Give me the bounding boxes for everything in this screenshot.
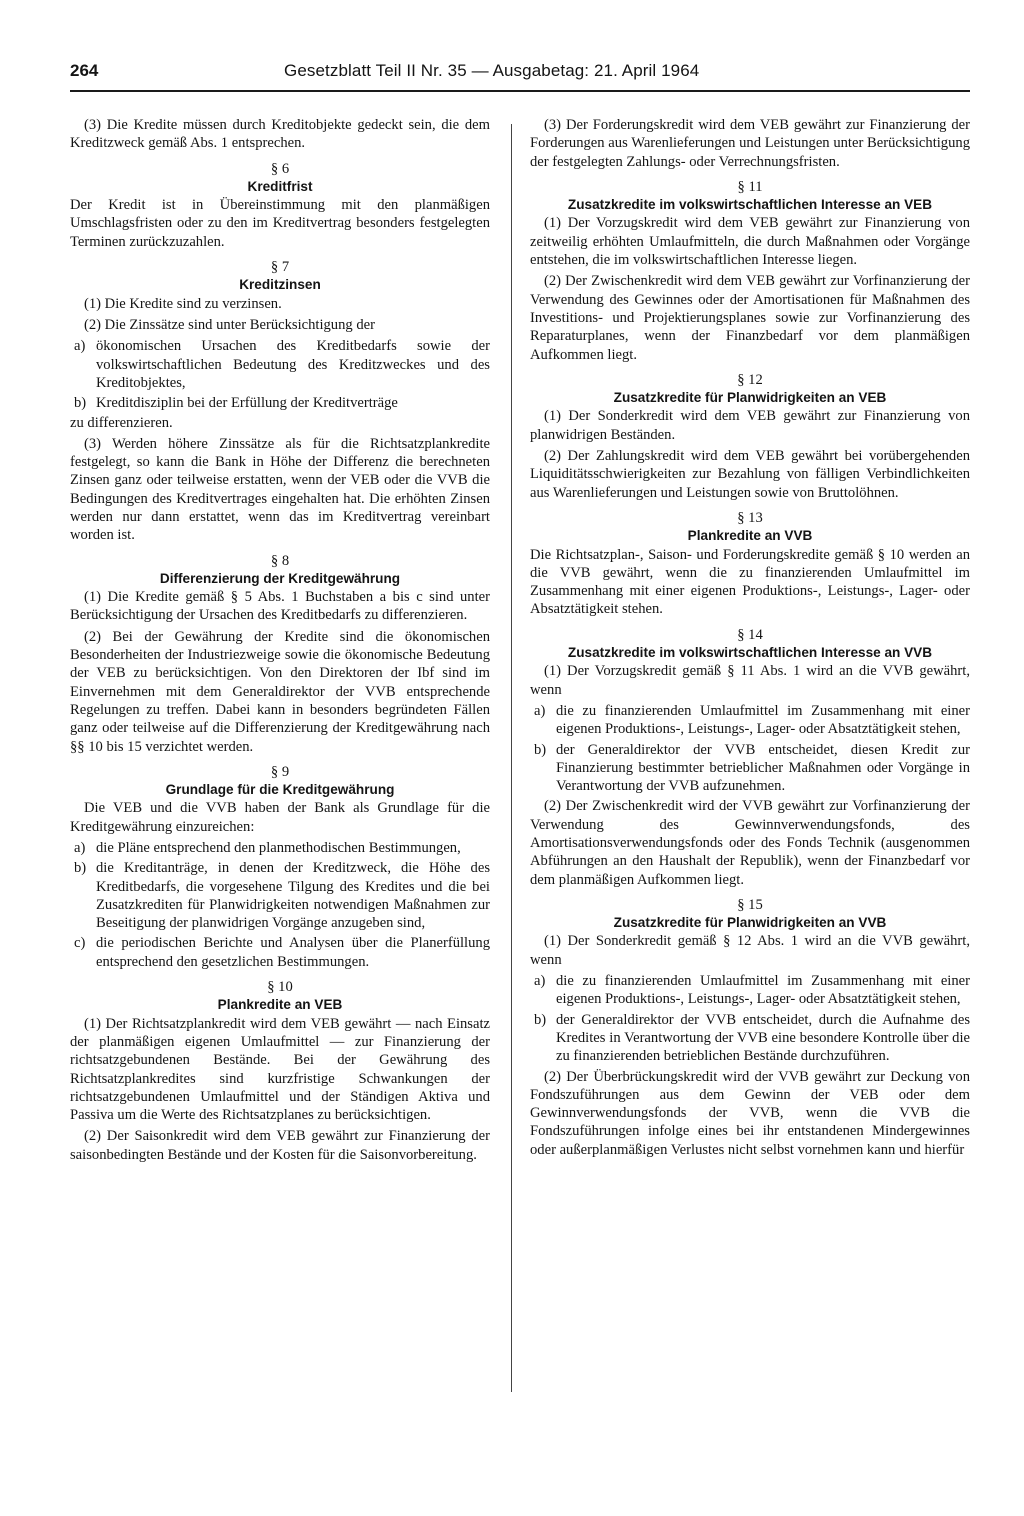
section-15-item-b — [530, 1011, 970, 1066]
item-label: a) — [74, 338, 86, 355]
section-15-p2: (2) Der Überbrückungskredit wird der VVB gewährt zur Deckung von Fondszuführungen aus dem Gewinn der VEB oder dem Gewinnverwendungsfonds der VVB, wenn die VVB die Fondszuführungen infolge eines bei ihr entstandenen Mindergewinnes oder außerplanmäßigen Verlustes nicht selbst vornehmen kann und hierfür — [530, 1068, 970, 1158]
item-text: die Kreditanträge, in denen der Kreditzweck, die Höhe des Kreditbedarfs, die vorgesehene Tilgung des Kredites und die bei Zusatzkrediten für Planwidrigkeiten notwendigen Maßnahmen zur Beseitigung der planwidrigen Vorgänge anzugeben sind, — [96, 860, 490, 932]
item-text: die zu finanzierenden Umlaufmittel im Zusammenhang mit einer eigenen Produktions-, Leistungs-, Lager- oder Absatztätigkeit stehen, — [556, 973, 970, 1008]
section-10-p1: (1) Der Richtsatzplankredit wird dem VEB gewährt — nach Einsatz der planmäßigen eigenen Umlaufmittel — zur Finanzierung der richtsatzgebundenen Bestände. Bei der Gewährung des Richtsatzplankredites sind kurzfristige Schwankungen der richtsatzgebundenen Umlaufmittel und der Ständigen Aktiva und Passiva um die Werte des Richtsatzplanes zu berücksichtigen. — [70, 1015, 490, 1124]
left-column — [70, 116, 490, 1496]
item-text: der Generaldirektor der VVB entscheidet, diesen Kredit zur Finanzierung bestimmter betrieblicher Maßnahmen oder Vorgänge in Verantwortung der VVB aufzunehmen. — [556, 741, 970, 795]
section-11-number: § 11 — [737, 178, 763, 195]
section-8-p2: (2) Bei der Gewährung der Kredite sind die ökonomischen Besonderheiten der Industriezweige sowie die ökonomische Bedeutung der VEB zu berücksichtigen. Von den Direktoren der Ibf sind im Einvernehmen mit dem Generaldirektor der VVB entsprechende Regelungen zu treffen. Dabei kann in besonders begründeten Fällen ganz oder teilweise auf die Differenzierung der Kreditgewährung nach §§ 10 bis 15 verzichtet werden. — [70, 628, 490, 755]
section-12-title: Zusatzkredite für Planwidrigkeiten an VEB — [613, 390, 887, 406]
section-13-number: § 13 — [737, 509, 763, 526]
section-14-item-a — [530, 702, 970, 739]
item-text: der Generaldirektor der VVB entscheidet, durch die Aufnahme des Kredites in Verantwortung der VVB eine besondere Kontrolle über die zu finanzierenden betrieblichen Bestände durchzuführen. — [556, 1011, 970, 1065]
section-8-number: § 8 — [270, 552, 290, 569]
section-7-p2: (2) Die Zinssätze sind unter Berücksichtigung der — [84, 316, 375, 333]
section-11-title: Zusatzkredite im volkswirtschaftlichen Interesse an VEB — [567, 197, 933, 213]
section-6-number: § 6 — [270, 160, 290, 177]
section-14-title: Zusatzkredite im volkswirtschaftlichen Interesse an VVB — [567, 645, 933, 661]
item-text: Kreditdisziplin bei der Erfüllung der Kreditverträge — [96, 395, 398, 412]
section-14-number: § 14 — [737, 626, 763, 643]
section-14-item-b — [530, 741, 970, 796]
item-label: b) — [74, 395, 87, 412]
section-10-number: § 10 — [267, 979, 293, 996]
item-label: b) — [74, 860, 87, 877]
item-label: b) — [534, 741, 547, 758]
section-13-text: Die Richtsatzplan-, Saison- und Forderungskredite gemäß § 10 werden an die VVB gewährt, wenn die zu finanzierenden Umlaufmittel im Zusammenhang mit einer eigenen Produktions-, Leistungs-, Lager- oder Absatztätigkeit stehen. — [530, 546, 970, 618]
section-7-p1: (1) Die Kredite sind zu verzinsen. — [84, 295, 282, 312]
right-column — [530, 116, 970, 1496]
section-9-intro: Die VEB und die VVB haben der Bank als Grundlage für die Kreditgewährung einzureichen: — [70, 800, 490, 835]
paragraph-5-3: (3) Die Kredite müssen durch Kreditobjekte gedeckt sein, die dem Kreditzweck gemäß Abs. 1 entsprechen. — [70, 117, 490, 152]
section-9-item-b — [70, 859, 490, 932]
section-6-text: Der Kredit ist in Übereinstimmung mit den planmäßigen Umschlagsfristen oder zu den im Kreditvertrag besonders festgelegten Terminen zurückzuzahlen. — [70, 197, 490, 250]
item-label: a) — [534, 702, 546, 719]
item-text: ökonomischen Ursachen des Kreditbedarfs sowie der volkswirtschaftlichen Bedeutung des Kreditzweckes und des Kreditobjektes, — [96, 338, 490, 391]
section-9-title: Grundlage für die Kreditgewährung — [165, 782, 395, 798]
section-14-p2: (2) Der Zwischenkredit wird der VVB gewährt zur Vorfinanzierung der Verwendung des Gewinnverwendungsfonds, des Amortisationsverwendungsfonds oder des Fonds Technik (ausgenommen Abführungen an den Haushalt der Republik), wenn der Finanzbedarf vor dem planmäßigen Aufkommen liegt. — [530, 798, 970, 888]
page-header — [70, 56, 970, 92]
section-10-p3: (3) Der Forderungskredit wird dem VEB gewährt zur Finanzierung der Forderungen aus Warenlieferungen und Leistungen unter Berücksichtigung der festgelegten Zahlungs- oder Verrechnungsfristen. — [530, 117, 970, 170]
page-number: 264 — [70, 61, 99, 80]
section-7-title: Kreditzinsen — [239, 277, 321, 293]
section-15-number: § 15 — [737, 896, 763, 913]
section-9-item-c — [70, 934, 490, 971]
item-label: c) — [74, 935, 86, 952]
section-6-title: Kreditfrist — [247, 178, 313, 194]
section-15-item-a — [530, 972, 970, 1009]
section-8-p1: (1) Die Kredite gemäß § 5 Abs. 1 Buchstaben a bis c sind unter Berücksichtigung der Ursachen des Kreditbedarfs zu differenzieren. — [70, 589, 490, 624]
section-9-item-a — [70, 839, 490, 857]
column-divider — [511, 124, 512, 1392]
section-7-tail: zu differenzieren. — [70, 415, 173, 432]
section-9-number: § 9 — [270, 763, 290, 780]
section-12-p1: (1) Der Sonderkredit wird dem VEB gewährt zur Finanzierung von planwidrigen Beständen. — [530, 408, 970, 443]
section-11-p2: (2) Der Zwischenkredit wird dem VEB gewährt zur Vorfinanzierung der Verwendung des Gewinnes oder der Amortisationen für Maßnahmen des Investitions- und Projektierungsplanes sowie zur Vorfinanzierung des Reparaturplanes, wenn der Finanzbedarf vor dem planmäßigen Aufkommen liegt. — [530, 273, 970, 363]
section-8-title: Differenzierung der Kreditgewährung — [159, 570, 401, 586]
running-title: Gesetzblatt Teil II Nr. 35 — Ausgabetag: 21. April 1964 — [284, 61, 700, 80]
section-12-p2: (2) Der Zahlungskredit wird dem VEB gewährt bei vorübergehenden Liquiditätsschwierigkeiten zur Bezahlung von fälligen Verbindlichkeiten aus Warenlieferungen und Leistungen sowie von Bruttolöhnen. — [530, 448, 970, 501]
item-label: a) — [74, 839, 86, 856]
section-10-title: Plankredite an VEB — [217, 997, 343, 1013]
section-10-p2: (2) Der Saisonkredit wird dem VEB gewährt zur Finanzierung der saisonbedingten Bestände und der Kosten für die Saisonvorbereitung. — [70, 1128, 490, 1163]
item-label: b) — [534, 1011, 547, 1028]
item-label: a) — [534, 973, 546, 990]
section-7-item-b — [70, 394, 490, 412]
section-14-p1: (1) Der Vorzugskredit gemäß § 11 Abs. 1 wird an die VVB gewährt, wenn — [530, 663, 970, 698]
section-11-p1: (1) Der Vorzugskredit wird dem VEB gewährt zur Finanzierung von zeitweilig erhöhten Umlaufmitteln, die durch Maßnahmen oder Vorgänge entstehen, die im volkswirtschaftlichen Interesse liegen. — [530, 215, 970, 269]
section-15-title: Zusatzkredite für Planwidrigkeiten an VVB — [613, 915, 887, 931]
section-7-number: § 7 — [270, 259, 290, 276]
section-7-item-a — [70, 337, 490, 392]
section-7-p3: (3) Werden höhere Zinssätze als für die Richtsatzplankredite festgelegt, so kann die Bank in Höhe der Differenz die berechneten Zinsen ganz oder teilweise erstatten, wenn der VEB oder die VVB die Bedingungen des Kreditvertrages eingehalten hat. Die erhöhten Zinsen werden nur dann erstattet, wenn das im Kreditvertrag vereinbart worden ist. — [70, 435, 490, 544]
section-13-title: Plankredite an VVB — [687, 528, 813, 544]
section-12-number: § 12 — [737, 371, 763, 388]
section-15-p1: (1) Der Sonderkredit gemäß § 12 Abs. 1 wird an die VVB gewährt, wenn — [530, 933, 970, 968]
item-text: die zu finanzierenden Umlaufmittel im Zusammenhang mit einer eigenen Produktions-, Leistungs-, Lager- oder Absatztätigkeit stehen, — [556, 702, 970, 738]
item-text: die periodischen Berichte und Analysen über die Planerfüllung entsprechend den gesetzlichen Bestimmungen. — [96, 935, 490, 970]
item-text: die Pläne entsprechend den planmethodischen Bestimmungen, — [96, 839, 461, 856]
